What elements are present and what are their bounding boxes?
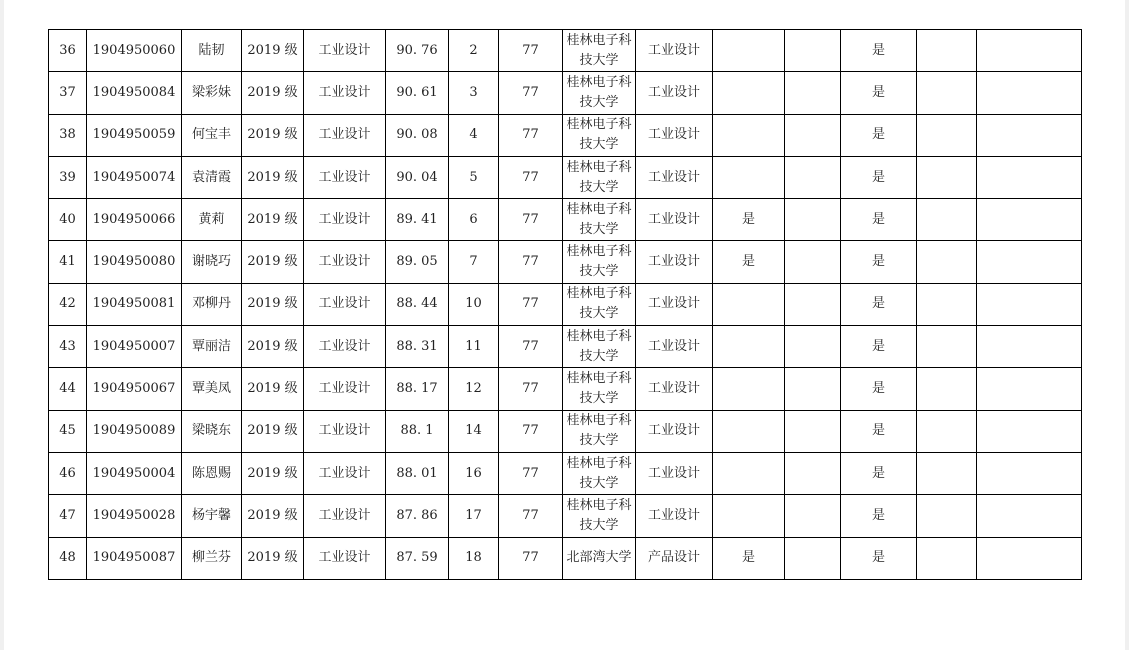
cell-col13: 是	[841, 368, 917, 410]
grade: 2019 级	[242, 452, 304, 494]
class-total: 77	[499, 72, 563, 114]
major: 工业设计	[304, 241, 386, 283]
target-major: 工业设计	[636, 30, 713, 72]
target-school: 桂林电子科技大学	[563, 495, 636, 537]
cell-col13: 是	[841, 114, 917, 156]
grade: 2019 级	[242, 537, 304, 579]
row-number: 42	[49, 283, 87, 325]
target-school: 北部湾大学	[563, 537, 636, 579]
cell-col14	[917, 283, 977, 325]
major: 工业设计	[304, 199, 386, 241]
target-major: 工业设计	[636, 495, 713, 537]
score: 90. 04	[386, 156, 449, 198]
class-total: 77	[499, 368, 563, 410]
cell-col15	[977, 241, 1082, 283]
student-table	[48, 29, 1082, 580]
cell-col13: 是	[841, 537, 917, 579]
student-name: 谢晓巧	[182, 241, 242, 283]
rank: 2	[449, 30, 499, 72]
student-name: 梁晓东	[182, 410, 242, 452]
cell-col13: 是	[841, 326, 917, 368]
cell-col11	[713, 283, 785, 325]
target-school: 桂林电子科技大学	[563, 283, 636, 325]
cell-col12	[785, 368, 841, 410]
major: 工业设计	[304, 114, 386, 156]
cell-col15	[977, 368, 1082, 410]
cell-col14	[917, 537, 977, 579]
student-name: 陈恩赐	[182, 452, 242, 494]
row-number: 46	[49, 452, 87, 494]
cell-col13: 是	[841, 452, 917, 494]
score: 88. 17	[386, 368, 449, 410]
class-total: 77	[499, 537, 563, 579]
cell-col14	[917, 30, 977, 72]
row-number: 44	[49, 368, 87, 410]
table-row	[49, 199, 1082, 241]
cell-col14	[917, 452, 977, 494]
student-id: 1904950080	[87, 241, 182, 283]
table-row	[49, 114, 1082, 156]
target-major: 工业设计	[636, 156, 713, 198]
class-total: 77	[499, 410, 563, 452]
major: 工业设计	[304, 368, 386, 410]
grade: 2019 级	[242, 30, 304, 72]
student-id: 1904950087	[87, 537, 182, 579]
cell-col11	[713, 326, 785, 368]
target-school: 桂林电子科技大学	[563, 30, 636, 72]
cell-col13: 是	[841, 241, 917, 283]
table-row	[49, 410, 1082, 452]
score: 87. 59	[386, 537, 449, 579]
row-number: 40	[49, 199, 87, 241]
cell-col13: 是	[841, 30, 917, 72]
target-major: 工业设计	[636, 368, 713, 410]
cell-col15	[977, 326, 1082, 368]
class-total: 77	[499, 495, 563, 537]
cell-col13: 是	[841, 495, 917, 537]
student-name: 覃丽洁	[182, 326, 242, 368]
cell-col14	[917, 410, 977, 452]
cell-col12	[785, 537, 841, 579]
target-school: 桂林电子科技大学	[563, 156, 636, 198]
table-body	[49, 30, 1082, 580]
cell-col15	[977, 30, 1082, 72]
class-total: 77	[499, 326, 563, 368]
rank: 6	[449, 199, 499, 241]
cell-col11	[713, 410, 785, 452]
table-row	[49, 495, 1082, 537]
cell-col12	[785, 452, 841, 494]
student-name: 杨宇馨	[182, 495, 242, 537]
rank: 16	[449, 452, 499, 494]
row-number: 43	[49, 326, 87, 368]
student-id: 1904950028	[87, 495, 182, 537]
rank: 14	[449, 410, 499, 452]
major: 工业设计	[304, 283, 386, 325]
cell-col14	[917, 241, 977, 283]
cell-col11: 是	[713, 537, 785, 579]
grade: 2019 级	[242, 114, 304, 156]
cell-col12	[785, 72, 841, 114]
cell-col12	[785, 199, 841, 241]
cell-col13: 是	[841, 72, 917, 114]
cell-col12	[785, 241, 841, 283]
grade: 2019 级	[242, 410, 304, 452]
cell-col15	[977, 114, 1082, 156]
target-school: 桂林电子科技大学	[563, 410, 636, 452]
cell-col12	[785, 326, 841, 368]
score: 87. 86	[386, 495, 449, 537]
cell-col12	[785, 283, 841, 325]
rank: 4	[449, 114, 499, 156]
score: 88. 01	[386, 452, 449, 494]
target-school: 桂林电子科技大学	[563, 199, 636, 241]
major: 工业设计	[304, 452, 386, 494]
cell-col12	[785, 30, 841, 72]
cell-col11	[713, 495, 785, 537]
target-major: 工业设计	[636, 326, 713, 368]
class-total: 77	[499, 30, 563, 72]
rank: 7	[449, 241, 499, 283]
cell-col14	[917, 326, 977, 368]
cell-col12	[785, 114, 841, 156]
major: 工业设计	[304, 495, 386, 537]
grade: 2019 级	[242, 495, 304, 537]
target-school: 桂林电子科技大学	[563, 452, 636, 494]
cell-col15	[977, 283, 1082, 325]
table-row	[49, 326, 1082, 368]
cell-col11	[713, 114, 785, 156]
rank: 18	[449, 537, 499, 579]
score: 89. 05	[386, 241, 449, 283]
student-name: 何宝丰	[182, 114, 242, 156]
rank: 17	[449, 495, 499, 537]
rank: 5	[449, 156, 499, 198]
row-number: 45	[49, 410, 87, 452]
cell-col15	[977, 452, 1082, 494]
target-major: 工业设计	[636, 72, 713, 114]
cell-col12	[785, 410, 841, 452]
cell-col15	[977, 72, 1082, 114]
cell-col11	[713, 30, 785, 72]
target-school: 桂林电子科技大学	[563, 368, 636, 410]
grade: 2019 级	[242, 241, 304, 283]
table-row	[49, 30, 1082, 72]
major: 工业设计	[304, 537, 386, 579]
row-number: 48	[49, 537, 87, 579]
score: 88. 1	[386, 410, 449, 452]
student-id: 1904950007	[87, 326, 182, 368]
grade: 2019 级	[242, 326, 304, 368]
student-id: 1904950060	[87, 30, 182, 72]
class-total: 77	[499, 199, 563, 241]
grade: 2019 级	[242, 199, 304, 241]
table-row	[49, 156, 1082, 198]
cell-col12	[785, 156, 841, 198]
class-total: 77	[499, 283, 563, 325]
grade: 2019 级	[242, 72, 304, 114]
cell-col11	[713, 452, 785, 494]
grade: 2019 级	[242, 283, 304, 325]
cell-col15	[977, 199, 1082, 241]
rank: 11	[449, 326, 499, 368]
student-id: 1904950059	[87, 114, 182, 156]
table-row	[49, 283, 1082, 325]
cell-col15	[977, 410, 1082, 452]
row-number: 36	[49, 30, 87, 72]
student-name: 邓柳丹	[182, 283, 242, 325]
cell-col13: 是	[841, 410, 917, 452]
score: 88. 44	[386, 283, 449, 325]
target-major: 产品设计	[636, 537, 713, 579]
score: 90. 76	[386, 30, 449, 72]
class-total: 77	[499, 114, 563, 156]
cell-col11	[713, 156, 785, 198]
student-name: 柳兰芬	[182, 537, 242, 579]
target-school: 桂林电子科技大学	[563, 326, 636, 368]
target-major: 工业设计	[636, 114, 713, 156]
cell-col13: 是	[841, 156, 917, 198]
cell-col11: 是	[713, 199, 785, 241]
student-id: 1904950067	[87, 368, 182, 410]
table-row	[49, 452, 1082, 494]
table-row	[49, 537, 1082, 579]
row-number: 37	[49, 72, 87, 114]
cell-col13: 是	[841, 283, 917, 325]
row-number: 38	[49, 114, 87, 156]
target-major: 工业设计	[636, 410, 713, 452]
score: 90. 08	[386, 114, 449, 156]
cell-col12	[785, 495, 841, 537]
cell-col14	[917, 114, 977, 156]
score: 90. 61	[386, 72, 449, 114]
student-id: 1904950074	[87, 156, 182, 198]
cell-col11	[713, 368, 785, 410]
cell-col15	[977, 537, 1082, 579]
grade: 2019 级	[242, 156, 304, 198]
cell-col14	[917, 199, 977, 241]
student-name: 袁清霞	[182, 156, 242, 198]
score: 88. 31	[386, 326, 449, 368]
class-total: 77	[499, 452, 563, 494]
student-name: 陆韧	[182, 30, 242, 72]
table-row	[49, 368, 1082, 410]
major: 工业设计	[304, 156, 386, 198]
rank: 12	[449, 368, 499, 410]
major: 工业设计	[304, 326, 386, 368]
class-total: 77	[499, 241, 563, 283]
cell-col14	[917, 495, 977, 537]
cell-col11: 是	[713, 241, 785, 283]
cell-col14	[917, 72, 977, 114]
target-major: 工业设计	[636, 241, 713, 283]
score: 89. 41	[386, 199, 449, 241]
row-number: 39	[49, 156, 87, 198]
target-school: 桂林电子科技大学	[563, 114, 636, 156]
cell-col11	[713, 72, 785, 114]
major: 工业设计	[304, 30, 386, 72]
student-id: 1904950004	[87, 452, 182, 494]
table-row	[49, 72, 1082, 114]
target-major: 工业设计	[636, 283, 713, 325]
row-number: 41	[49, 241, 87, 283]
cell-col15	[977, 156, 1082, 198]
rank: 3	[449, 72, 499, 114]
student-name: 覃美凤	[182, 368, 242, 410]
student-name: 黄莉	[182, 199, 242, 241]
student-id: 1904950089	[87, 410, 182, 452]
grade: 2019 级	[242, 368, 304, 410]
cell-col15	[977, 495, 1082, 537]
rank: 10	[449, 283, 499, 325]
cell-col14	[917, 368, 977, 410]
class-total: 77	[499, 156, 563, 198]
target-major: 工业设计	[636, 452, 713, 494]
student-id: 1904950081	[87, 283, 182, 325]
target-major: 工业设计	[636, 199, 713, 241]
target-school: 桂林电子科技大学	[563, 72, 636, 114]
student-id: 1904950084	[87, 72, 182, 114]
document-page	[4, 0, 1125, 650]
cell-col13: 是	[841, 199, 917, 241]
major: 工业设计	[304, 410, 386, 452]
student-id: 1904950066	[87, 199, 182, 241]
target-school: 桂林电子科技大学	[563, 241, 636, 283]
cell-col14	[917, 156, 977, 198]
row-number: 47	[49, 495, 87, 537]
table-row	[49, 241, 1082, 283]
major: 工业设计	[304, 72, 386, 114]
student-name: 梁彩妹	[182, 72, 242, 114]
